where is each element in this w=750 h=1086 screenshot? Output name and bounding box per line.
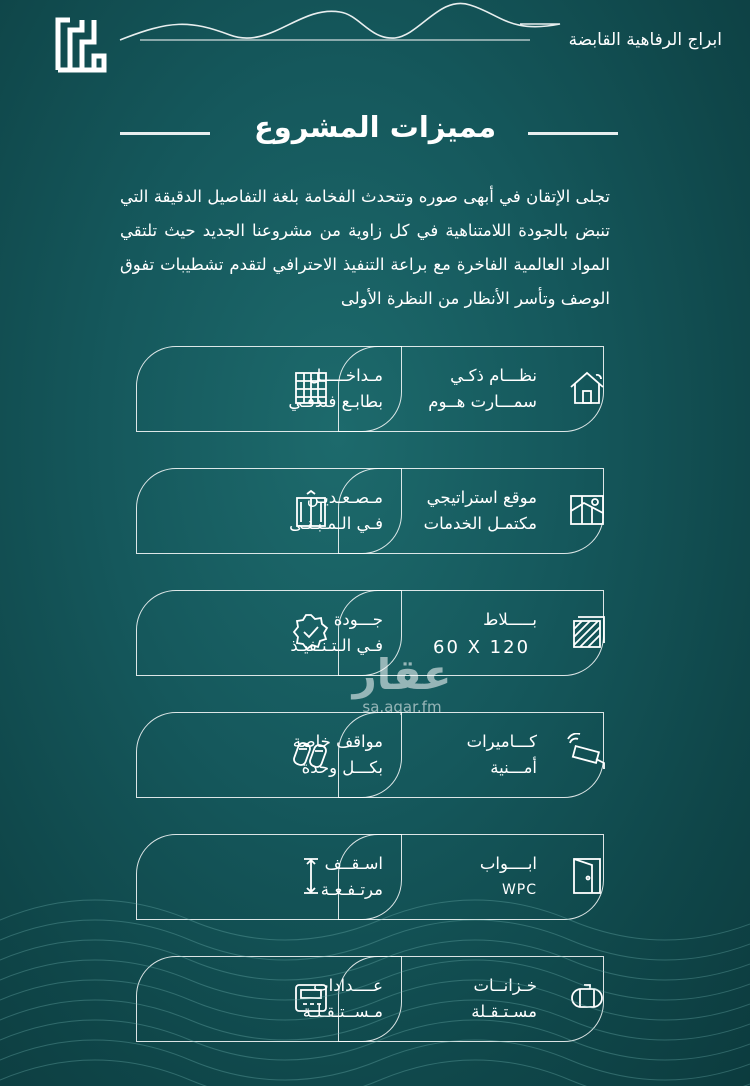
feature-title: مواقف خاصة <box>292 732 383 751</box>
feature-subtitle: سمـــارت هــوم <box>428 392 537 411</box>
feature-subtitle: أمـــنية <box>490 758 537 777</box>
feature-subtitle: WPC <box>501 882 537 898</box>
feature-title: بـــــلاط <box>483 610 537 629</box>
feature-title: مـداخـــــل <box>309 366 383 385</box>
feature-title: جـــودة <box>333 610 383 629</box>
feature-subtitle: فـي الـمـبـنـى <box>289 514 383 533</box>
map-icon <box>566 489 608 531</box>
feature-subtitle: مرتـفـعـة <box>320 880 383 899</box>
page-title: مميزات المشروع <box>253 110 497 144</box>
feature-subtitle: مسـتـقـلة <box>471 1002 537 1021</box>
feature-card-elevators <box>136 468 402 554</box>
tile-size: 60 X 120 <box>433 637 531 658</box>
feature-title: اسـقــف <box>324 854 383 873</box>
feature-title: خـزانــات <box>473 976 537 995</box>
feature-subtitle: فـي الـتـنـفيـذ <box>290 636 383 655</box>
company-logo <box>48 12 110 74</box>
watermark-brand: عقار <box>352 650 452 699</box>
feature-title: عــــدادات <box>313 976 383 995</box>
tiles-icon <box>566 611 608 653</box>
project-description: تجلى الإتقان في أبهى صوره وتتحدث الفخامة بلغة التفاصيل الدقيقة التي تنبض بالجودة اللامتناهية في كل زاوية من مشروعنا الجديد حيث تلتقي المواد العالمية الفاخرة مع براعة التنفيذ الاحترافي لتقدم تشطيبات تفوق الوصف وتأسر الأنظار من النظرة الأولى <box>120 187 610 308</box>
smart-home-icon <box>566 367 608 409</box>
feature-subtitle: بكـــل وحدة <box>301 758 383 777</box>
watermark-site: sa.aqar.fm <box>362 698 442 716</box>
feature-title: مـصـعـديـن <box>306 488 383 507</box>
feature-title: نظـــام ذكـي <box>450 366 537 385</box>
feature-card-parking <box>136 712 402 798</box>
watermark <box>342 652 462 716</box>
feature-title: موقع استراتيجي <box>426 488 537 507</box>
feature-title: ابــــواب <box>479 854 537 873</box>
feature-subtitle: مكتمـل الخدمات <box>423 514 537 533</box>
company-name: ابراج الرفاهية القابضة <box>568 30 722 50</box>
feature-subtitle: بطابـع فندقـي <box>288 392 383 411</box>
feature-title: كـــاميرات <box>466 732 537 751</box>
security-camera-icon <box>566 733 608 775</box>
section-title-block <box>0 110 750 150</box>
decorative-wave-pattern <box>0 860 750 1086</box>
feature-card-entrances <box>136 346 402 432</box>
feature-subtitle: مـســتـقـلـة <box>302 1002 383 1021</box>
